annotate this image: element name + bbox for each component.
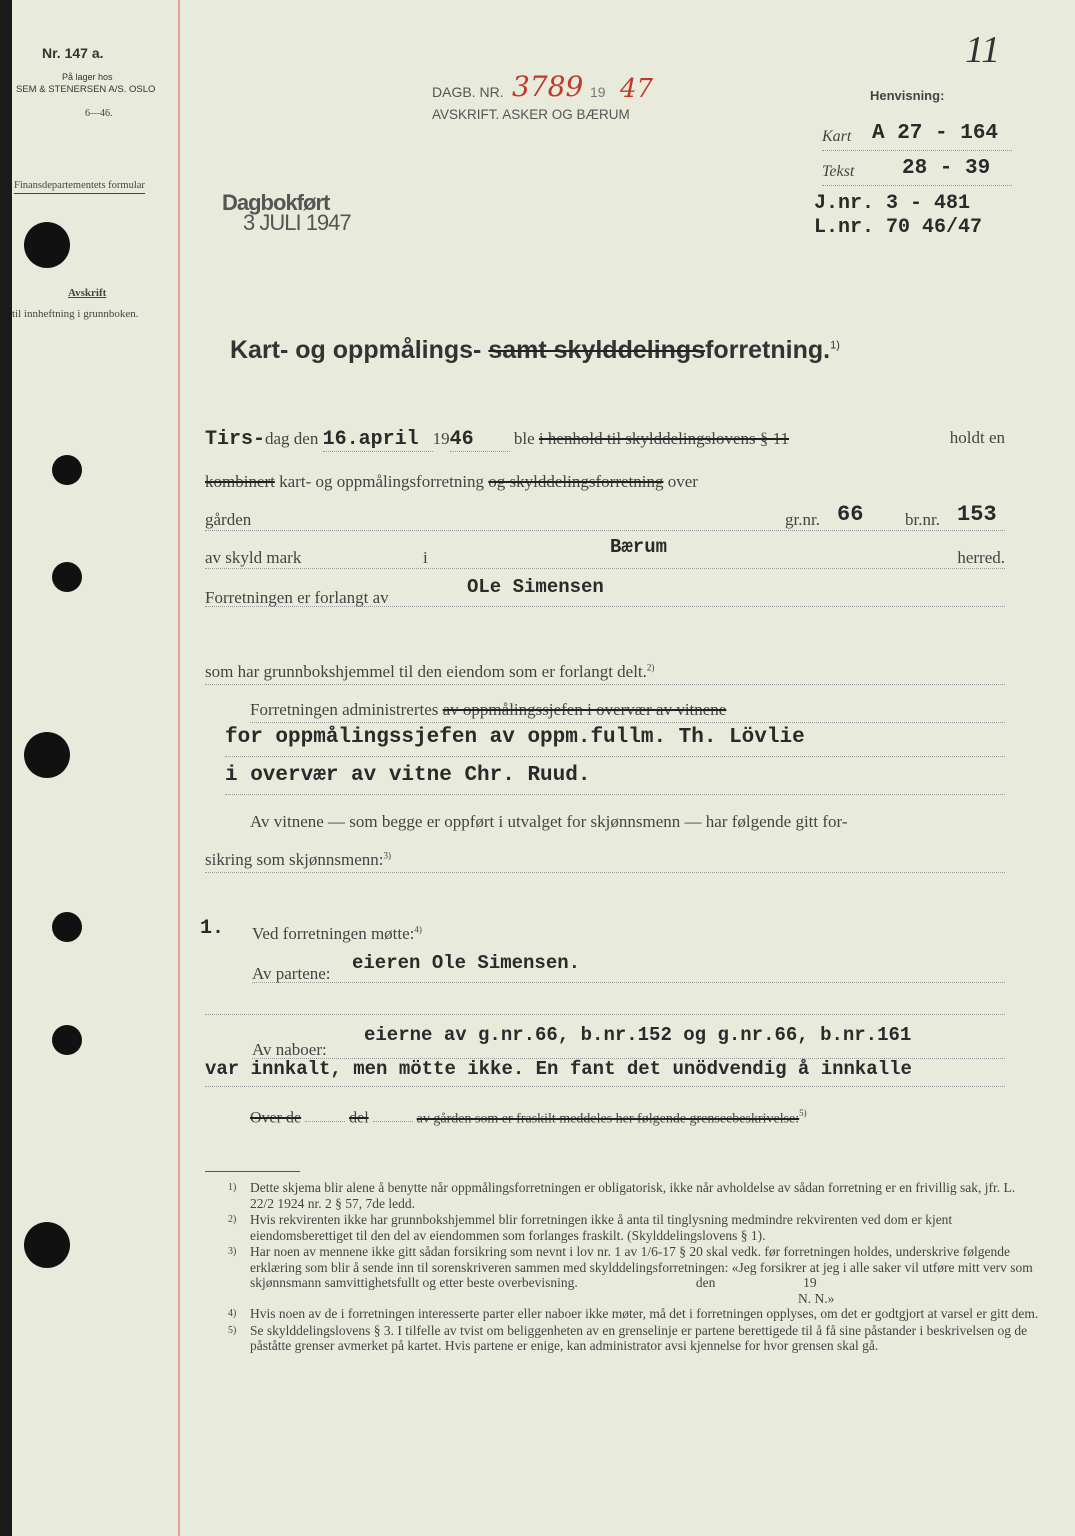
lnr-label: L.nr.: [814, 216, 875, 239]
jnr-label: J.nr.: [814, 192, 875, 215]
motte-line: [252, 924, 422, 944]
requester-line: [205, 576, 1005, 607]
footnote-mark: 3): [228, 1246, 237, 1257]
stamp-label: Dagbokført: [222, 190, 330, 215]
jnr-value: 3 - 481: [886, 192, 971, 215]
garden-line: [205, 502, 1005, 531]
footnote-divider: [205, 1171, 300, 1172]
footnotes: [228, 1180, 1075, 1354]
kart-value: A 27 - 164: [872, 122, 999, 145]
municipality: Bærum: [610, 536, 668, 558]
copy-note: til innheftning i grunnboken.: [12, 308, 139, 320]
stamp-date: 3 JULI 1947: [243, 210, 351, 235]
admin-value-1: for oppmålingssjefen av oppm.fullm. Th. Lövlie: [225, 726, 1005, 757]
hjemmel-line: [205, 662, 1005, 685]
partene-value: eieren Ole Simensen.: [352, 952, 581, 974]
hjemmel-text: som har grunnbokshjemmel til den eiendom som er forlangt delt.: [205, 662, 647, 681]
punch-hole: [24, 1222, 70, 1268]
jnr-row: [814, 192, 970, 215]
footnote-text: Har noen av mennene ikke gitt sådan forsikring som nevnt i lov nr. 1 av 1/6-17 § 20 skal vedk. før forretningen holdes, underskrive følgende erklæring som blir å sende inn til sorenskriveren sammen med skylddelingsforretningen: «Jeg forsikrer at jeg i alle saker vil utføre mitt verv som skjønnsmann samvittighetsfullt og etter beste overbevisning. den 19: [250, 1244, 1037, 1290]
admin-value-2: i overvær av vitne Chr. Ruud.: [225, 764, 1005, 795]
footnote: [228, 1306, 1040, 1322]
struck-text: kombinert: [205, 472, 275, 491]
tekst-row: [822, 157, 1012, 186]
naboer-value: eierne av g.nr.66, b.nr.152 og g.nr.66, b.nr.161: [364, 1024, 912, 1046]
date-line: [205, 428, 1005, 452]
publisher-line: På lager hos: [62, 72, 113, 82]
requester-name: OLe Simensen: [467, 576, 604, 598]
date-typed: 16.april: [322, 428, 419, 451]
holdt-text: holdt en: [949, 428, 1005, 447]
footnote-text: Hvis noen av de i forretningen interesserte parter eller naboer ikke møter, må det i forretningen opplyses, om det er godtgjort at varsel er gitt dem.: [250, 1306, 1039, 1321]
reference-title: Henvisning:: [870, 88, 945, 103]
motte-text: Ved forretningen møtte:: [252, 924, 415, 943]
margin-line: [178, 0, 180, 1536]
admin-label: Forretningen administrertes: [250, 700, 439, 719]
kart-opp: kart- og oppmålingsforretning: [279, 472, 485, 491]
punch-hole: [52, 912, 82, 942]
year-prefix: 19: [432, 429, 450, 448]
footnote-signature: N. N.»: [798, 1290, 835, 1306]
partene-label: Av partene:: [252, 964, 331, 983]
publisher-line: SEM & STENERSEN A/S. OSLO: [16, 84, 156, 95]
punch-hole: [52, 455, 82, 485]
footnote-mark: 5): [228, 1324, 237, 1336]
footnote-mark: 2): [228, 1214, 237, 1225]
kart-row: [822, 122, 1012, 151]
struck-text: og skylddelingsforretning: [488, 472, 664, 491]
forlangt-label: Forretningen er forlangt av: [205, 588, 389, 607]
naboer-label: Av naboer:: [252, 1040, 327, 1059]
type-line: [205, 472, 698, 492]
kart-label: Kart: [822, 128, 852, 145]
form-date: 6—46.: [85, 108, 113, 119]
footnote: [228, 1212, 1040, 1243]
punch-hole: [24, 222, 70, 268]
vitner-line-2: [205, 850, 1005, 873]
struck-text: i henhold til skylddelingslovens § 11: [538, 429, 790, 448]
punch-hole: [24, 732, 70, 778]
form-number: Nr. 147 a.: [42, 45, 104, 61]
day-suffix: dag den: [265, 429, 319, 448]
herred-label: herred.: [957, 548, 1005, 567]
footnote: [228, 1180, 1040, 1211]
office-label: AVSKRIFT. ASKER OG BÆRUM: [432, 107, 630, 122]
over: over: [667, 472, 698, 491]
footnote-text: Hvis rekvirenten ikke har grunnbokshjemmel blir forretningen ikke å anta til tinglysning medmindre rekvirenten ved dom er kjent eiendomsberettiget til den del av eiendommen som forlanges fraskilt. (Skylddelingslovens § 1).: [250, 1212, 953, 1243]
garden-label: gården: [205, 510, 252, 529]
footnote: [228, 1244, 1040, 1291]
admin-line: [250, 700, 1005, 723]
item-number: 1.: [200, 917, 225, 940]
grnr-value: 66: [837, 502, 864, 527]
grnr-label: gr.nr.: [785, 510, 820, 529]
title-end: forretning.: [705, 336, 831, 364]
skyld-label: av skyld mark: [205, 548, 302, 567]
footnote: [228, 1323, 1040, 1354]
ble: ble: [513, 429, 535, 448]
partene-line: [252, 952, 1005, 983]
form-origin: Finansdepartementets formular: [14, 180, 145, 194]
title-main: Kart- og oppmålings-: [230, 336, 482, 364]
tekst-label: Tekst: [822, 163, 855, 180]
scan-edge: [0, 0, 12, 1536]
brnr-value: 153: [957, 502, 997, 527]
day-typed: Tirs-: [205, 428, 266, 451]
vitner-text: sikring som skjønnsmenn:: [205, 850, 384, 869]
dagb-year: 47: [620, 74, 654, 104]
naboer-line: [252, 1024, 1005, 1059]
struck-text: av gården som er fraskilt meddeles her følgende grenseebeskrivelse:: [416, 1111, 800, 1127]
dagb-number: 3789: [512, 70, 584, 103]
footnote-text: Se skylddelingslovens § 3. I tilfelle av tvist om beliggenheten av en grenselinje er partene berettigede til å få sine påstander i beskrivelsen og de påståtte grenser avmerket på kartet. Hvis partene er enige, kan administrator avsi kjennelse for hvor grensen skal gå.: [250, 1322, 1028, 1353]
footnote-mark: 4): [228, 1308, 237, 1319]
i-label: i: [423, 548, 428, 567]
struck-text: Over de: [250, 1109, 302, 1127]
punch-hole: [52, 1025, 82, 1055]
document-title: [230, 336, 840, 365]
boundary-line: [250, 1108, 1005, 1127]
page-number: 11: [965, 29, 1001, 71]
tekst-value: 28 - 39: [902, 157, 991, 180]
footnote-text: Dette skjema blir alene å benytte når oppmålingsforretningen er obligatorisk, ikke når avholdelse av sådan forretning er en frivillig sak, jfr. L. 22/2 1924 nr. 2 § 57, 7de ledd.: [250, 1180, 1016, 1211]
struck-text: av oppmålingssjefen i overvær av vitnene: [442, 700, 727, 719]
dagb-label: DAGB. NR.: [432, 84, 504, 100]
title-struck: samt skylddelings: [488, 336, 706, 364]
footnote-ref: 4): [414, 924, 422, 935]
footnote-ref: 3): [383, 850, 392, 861]
year-typed: 46: [449, 428, 474, 451]
dagb-year-printed: 19: [590, 84, 606, 100]
brnr-label: br.nr.: [905, 510, 940, 529]
lnr-row: [814, 216, 982, 239]
blank-line: [205, 1014, 1005, 1015]
copy-label: Avskrift: [68, 287, 107, 299]
skyld-line: [205, 536, 1005, 569]
vitner-line-1: Av vitnene — som begge er oppført i utvalget for skjønnsmenn — har følgende gitt for-: [250, 812, 848, 831]
struck-text: del: [349, 1109, 369, 1127]
footnote-ref: 5): [799, 1108, 807, 1118]
punch-hole: [52, 562, 82, 592]
footnote-ref: 2): [646, 662, 655, 673]
footnote-mark: 1): [228, 1182, 237, 1193]
lnr-value: 70 46/47: [886, 216, 983, 239]
naboer-line-2: var innkalt, men mötte ikke. En fant det unödvendig å innkalle: [205, 1058, 1005, 1087]
title-note: 1): [830, 339, 840, 352]
